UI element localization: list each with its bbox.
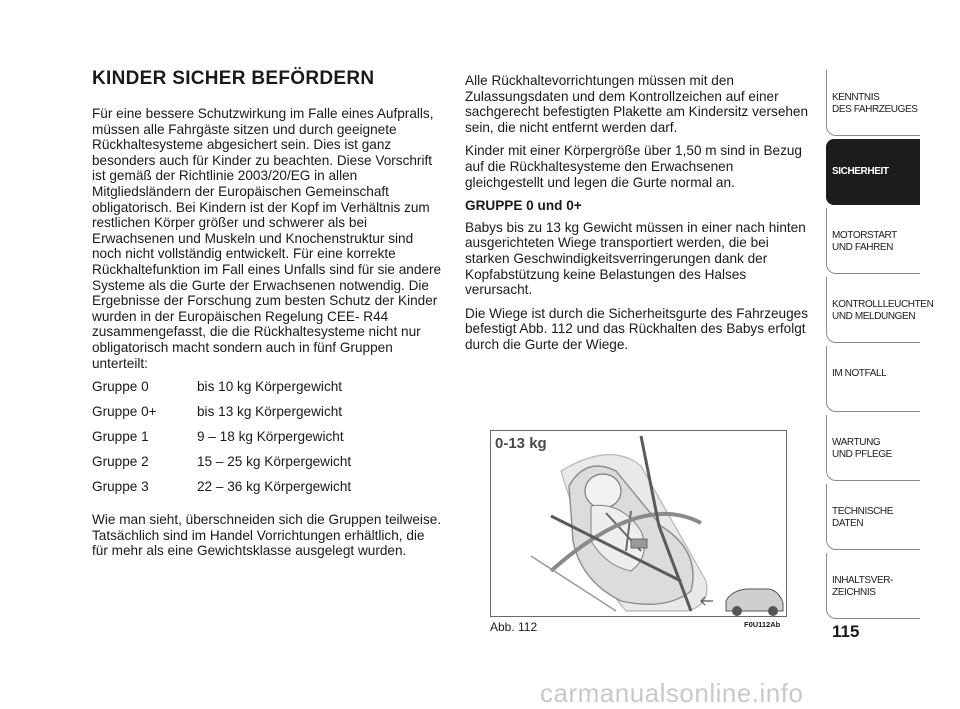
tab-sicherheit[interactable] [826, 139, 920, 205]
tab-technische-daten[interactable] [826, 484, 920, 550]
figure-weight-label: 0-13 kg [495, 435, 547, 452]
tab-label: KONTROLLLEUCHTEN UND MELDUNGEN [832, 299, 934, 322]
figure-child-seat [490, 430, 787, 617]
group-row [92, 379, 444, 404]
tab-label: SICHERHEIT [832, 166, 889, 177]
tab-kenntnis[interactable] [826, 70, 920, 136]
group-name: Gruppe 0 [92, 379, 149, 395]
group-name: Gruppe 1 [92, 429, 149, 445]
group-range: 9 – 18 kg Körpergewicht [197, 429, 344, 445]
watermark: carmanualsonline.info [540, 678, 804, 708]
tab-inhaltsverzeichnis[interactable] [826, 553, 920, 619]
left-column [92, 106, 444, 567]
intro-paragraph: Für eine bessere Schutzwirkung im Falle eines Aufpralls, müssen alle Fahrgäste sitzen und durch geeignete Rückhaltesysteme abgesichert sein. Dies ist ganz besonders auch für Kinder zu beachten. Diese Vorschrift ist gemäß der Richtlinie 2003/20/EG in allen Mitgliedsländern der Europäischen Gemeinschaft obligatorisch. Bei Kindern ist der Kopf im Verhältnis zum restlichen Körper größer und schwerer als bei Erwachsenen und Muskeln und Knochenstruktur sind noch nicht vollständig entwickelt. Für eine korrekte Rückhaltefunktion im Fall eines Unfalls sind für sie andere Systeme als die Gurte der Erwachsenen notwendig. Die Ergebnisse der Forschung zum besten Schutz der Kinder wurden in der Europäischen Regelung CEE- R44 zusammengefasst, die die Rückhaltesysteme nicht nur obligatorisch macht sondern auch in fünf Gruppen unterteilt: [92, 106, 442, 371]
cradle-fastening-paragraph: Die Wiege ist durch die Sicherheitsgurte des Fahrzeuges befestigt Abb. 112 und das Rückhalten des Babys erfolgt durch die Gurte der Wiege. [465, 305, 809, 352]
figure-code: F0U112Ab [744, 620, 781, 629]
section-subheading: GRUPPE 0 und 0+ [465, 198, 582, 214]
tab-wartung[interactable] [826, 415, 920, 481]
tab-kontrollleuchten[interactable] [826, 277, 934, 343]
group-range: 22 – 36 kg Körpergewicht [197, 479, 352, 495]
height-paragraph: Kinder mit einer Körpergröße über 1,50 m sind in Bezug auf die Rückhaltesysteme den Erwachsenen gleichgestellt und legen die Gurte normal an. [465, 143, 802, 190]
group-range: bis 10 kg Körpergewicht [197, 379, 343, 395]
group-row [92, 429, 444, 454]
tab-label: TECHNISCHE DATEN [832, 506, 894, 529]
page-title: KINDER SICHER BEFÖRDERN [92, 68, 375, 89]
group-range: 15 – 25 kg Körpergewicht [197, 454, 352, 470]
tab-label: IM NOTFALL [832, 368, 887, 379]
tab-label: KENNTNIS DES FAHRZEUGES [832, 92, 918, 115]
group-name: Gruppe 2 [92, 454, 149, 470]
page-number: 115 [832, 622, 860, 641]
group-table [92, 379, 444, 504]
approval-paragraph: Alle Rückhaltevorrichtungen müssen mit den Zulassungsdaten und dem Kontrollzeichen auf einer sachgerecht befestigten Plakette am Kindersitz versehen sein, die nicht entfernt werden darf. [465, 73, 809, 135]
group-name: Gruppe 0+ [92, 404, 157, 420]
group-row [92, 479, 444, 504]
group-row [92, 454, 444, 479]
tab-label: MOTORSTART UND FAHREN [832, 230, 897, 253]
cradle-paragraph: Babys bis zu 13 kg Gewicht müssen in einer nach hinten ausgerichteten Wiege transportiert werden, die bei starken Geschwindigkeitsverringerungen dank der Kopfabstützung keine Belastungen des Halses verursacht. [465, 219, 806, 298]
baby-seat-illustration [491, 431, 786, 616]
tab-label: INHALTSVER- ZEICHNIS [832, 575, 893, 598]
outro-paragraph: Wie man sieht, überschneiden sich die Gruppen teilweise. Tatsächlich sind im Handel Vorrichtungen erhältlich, die für mehr als eine Gewichtsklasse ausgelegt wurden. [92, 512, 442, 559]
group-range: bis 13 kg Körpergewicht [197, 404, 343, 420]
tab-label: WARTUNG UND PFLEGE [832, 437, 892, 460]
tab-im-notfall[interactable] [826, 346, 920, 412]
right-column [465, 73, 815, 361]
figure-caption: Abb. 112 [490, 620, 538, 634]
car-direction-icon [701, 589, 783, 616]
tab-motorstart[interactable] [826, 208, 920, 274]
chapter-tabs [826, 70, 934, 622]
group-name: Gruppe 3 [92, 479, 149, 495]
group-row [92, 404, 444, 429]
